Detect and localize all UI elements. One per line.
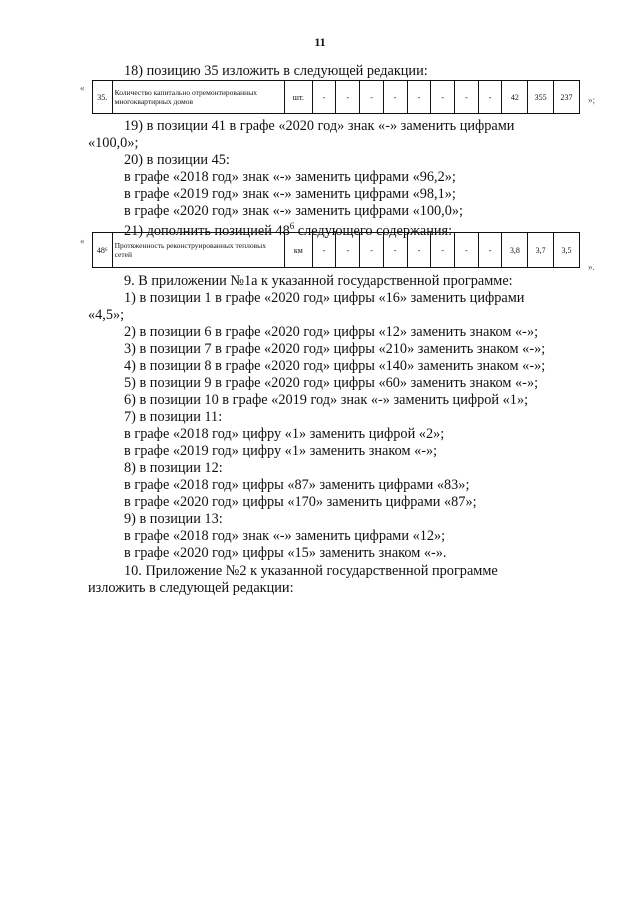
table2-cell: -: [478, 233, 502, 268]
item-20b: в графе «2019 год» знак «-» заменить цифрами «98,1»;: [124, 186, 456, 202]
item-19-line1: 19) в позиции 41 в графе «2020 год» знак «-» заменить цифрами: [124, 118, 515, 134]
table1-value: 355: [528, 81, 554, 114]
table2-name: Протяженность реконструированных тепловых сетей: [112, 233, 284, 268]
page-number: 11: [314, 35, 326, 49]
table1-cell: -: [312, 81, 336, 114]
item-20a: в графе «2018 год» знак «-» заменить цифрами «96,2»;: [124, 169, 456, 185]
item-21-sup: 6: [289, 221, 295, 231]
item-20c: в графе «2020 год» знак «-» заменить цифрами «100,0»;: [124, 203, 464, 219]
table2-value: 3,7: [528, 233, 554, 268]
section-9-3: 3) в позиции 7 в графе «2020 год» цифры «210» заменить знаком «-»;: [124, 341, 546, 357]
section-10-line1: 10. Приложение №2 к указанной государственной программе: [124, 563, 498, 579]
table1-cell: -: [383, 81, 407, 114]
table2-cell: -: [383, 233, 407, 268]
table2-cell: -: [407, 233, 431, 268]
section-9-7: 7) в позиции 11:: [124, 409, 223, 425]
table2-unit: км: [284, 233, 312, 268]
section-9-9a: в графе «2018 год» знак «-» заменить цифрами «12»;: [124, 528, 446, 544]
item-19-line2: «100,0»;: [88, 135, 139, 151]
section-9-9: 9) в позиции 13:: [124, 511, 223, 527]
section-9-7b: в графе «2019 год» цифру «1» заменить знаком «-»;: [124, 443, 438, 459]
table1-close-quote: »;: [588, 95, 596, 105]
item-21-post: следующего содержания:: [294, 222, 453, 239]
table2-cell: -: [455, 233, 479, 268]
table2-value: 3,5: [554, 233, 580, 268]
table2-cell: -: [431, 233, 455, 268]
table1-cell: -: [360, 81, 384, 114]
table1-value: 42: [502, 81, 528, 114]
section-9-1-line1: 1) в позиции 1 в графе «2020 год» цифры «16» заменить цифрами: [124, 290, 525, 306]
table1-cell: -: [431, 81, 455, 114]
item-21-pre: 21) дополнить позицией 48: [124, 222, 290, 239]
table2-cell: -: [360, 233, 384, 268]
table2-num: 48⁶: [93, 233, 113, 268]
table2-cell: -: [312, 233, 336, 268]
section-9-7a: в графе «2018 год» цифру «1» заменить цифрой «2»;: [124, 426, 445, 442]
table1-cell: -: [336, 81, 360, 114]
item-18: 18) позицию 35 изложить в следующей редакции:: [124, 63, 428, 79]
section-9-1-line2: «4,5»;: [88, 307, 125, 323]
section-9-4: 4) в позиции 8 в графе «2020 год» цифры «140» заменить знаком «-»;: [124, 358, 546, 374]
item-20: 20) в позиции 45:: [124, 152, 230, 168]
table1-value: 237: [554, 81, 580, 114]
section-9-8b: в графе «2020 год» цифры «170» заменить цифрами «87»;: [124, 494, 477, 510]
table1-cell: -: [455, 81, 479, 114]
table1-open-quote: «: [80, 83, 85, 93]
table1-num: 35.: [93, 81, 113, 114]
table2-open-quote: «: [80, 236, 85, 246]
table1-unit: шт.: [284, 81, 312, 114]
section-9-9b: в графе «2020 год» цифры «15» заменить знаком «-».: [124, 545, 447, 561]
section-9-8: 8) в позиции 12:: [124, 460, 223, 476]
table1: [92, 80, 580, 114]
table2-cell: -: [336, 233, 360, 268]
table1-cell: -: [407, 81, 431, 114]
table2-value: 3,8: [502, 233, 528, 268]
section-10-line2: изложить в следующей редакции:: [88, 580, 294, 596]
section-9-2: 2) в позиции 6 в графе «2020 год» цифры «12» заменить знаком «-»;: [124, 324, 539, 340]
section-9-8a: в графе «2018 год» цифры «87» заменить цифрами «83»;: [124, 477, 470, 493]
section-9-5: 5) в позиции 9 в графе «2020 год» цифры «60» заменить знаком «-»;: [124, 375, 539, 391]
table2-close-quote: ».: [588, 262, 595, 272]
table2: [92, 232, 580, 268]
table1-name: Количество капитально отремонтированных многоквартирных домов: [112, 81, 284, 114]
table1-cell: -: [478, 81, 502, 114]
section-9: 9. В приложении №1а к указанной государственной программе:: [124, 273, 513, 289]
section-9-6: 6) в позиции 10 в графе «2019 год» знак «-» заменить цифрой «1»;: [124, 392, 529, 408]
